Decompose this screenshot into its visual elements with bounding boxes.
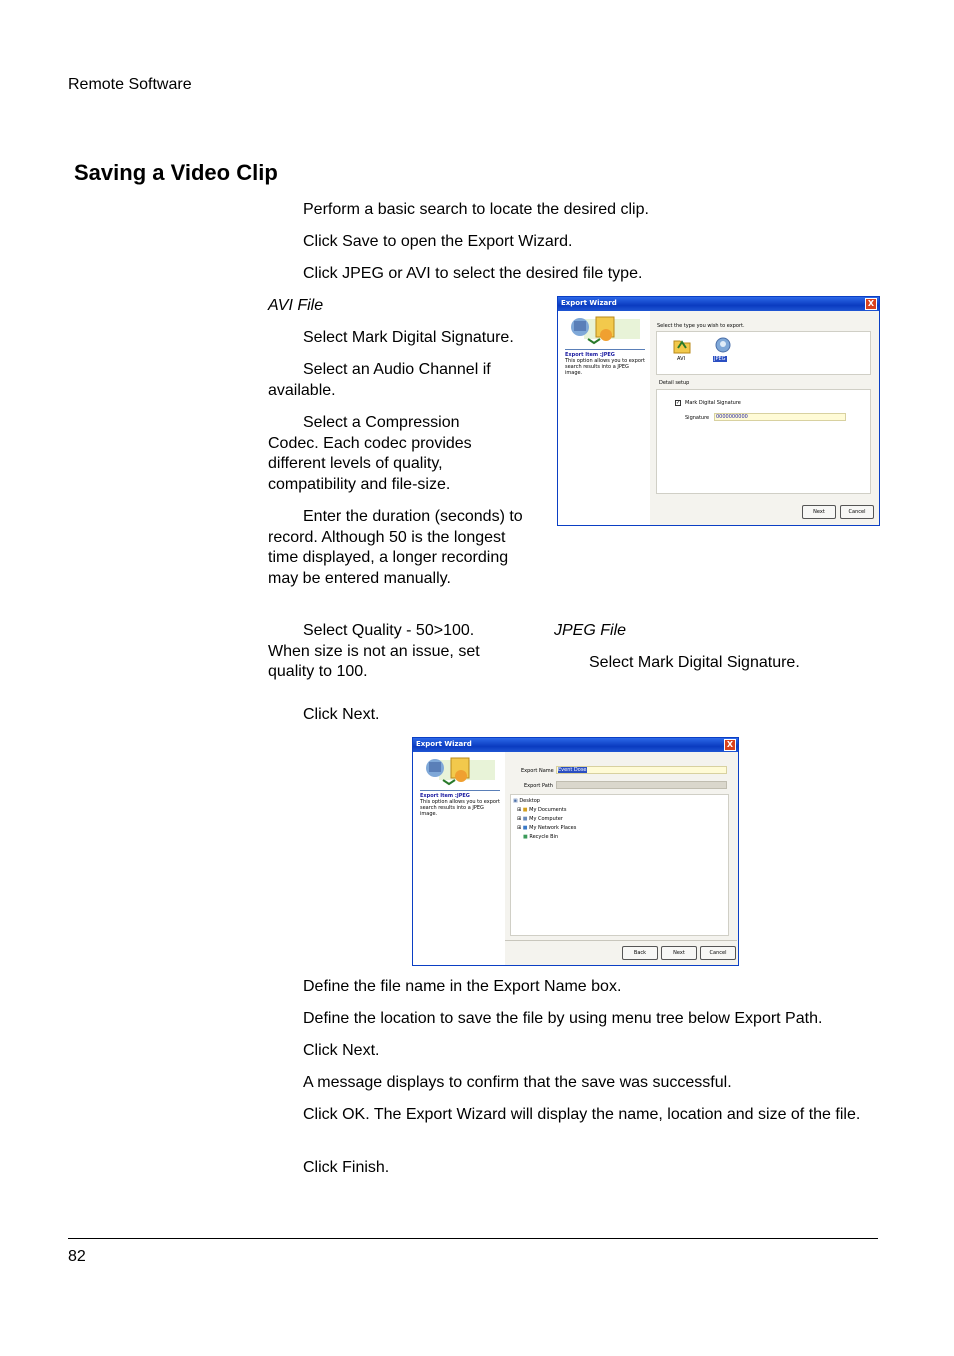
avi-heading: AVI File xyxy=(268,297,324,314)
jpeg-heading: JPEG File xyxy=(554,622,627,639)
tree-item-label: My Documents xyxy=(529,807,567,813)
expand-icon[interactable]: ⊞ xyxy=(517,807,522,813)
expand-icon[interactable]: ⊞ xyxy=(517,825,522,831)
network-icon: ■ xyxy=(522,825,528,831)
back-button[interactable]: Back xyxy=(622,946,658,960)
cancel-button[interactable]: Cancel xyxy=(840,505,874,519)
sidebar-description: This option allows you to export search results into a JPEG image. xyxy=(420,799,500,817)
sidebar-title: Export Item :JPEG xyxy=(420,793,470,799)
sidebar-description: This option allows you to export search results into a JPEG image. xyxy=(565,358,645,376)
export-wizard-dialog-path xyxy=(412,737,739,966)
close-button[interactable]: X xyxy=(724,739,736,751)
folder-icon: ■ xyxy=(522,807,528,813)
avi-step-duration: Enter the duration (seconds) to record. Although 50 is the longest time displayed, a longer recording may be entered manually. xyxy=(268,508,523,587)
step-select-type: Click JPEG or AVI to select the desired file type. xyxy=(303,265,643,282)
step-define-location: Define the location to save the file by using menu tree below Export Path. xyxy=(303,1010,823,1027)
footer-rule xyxy=(68,1238,878,1239)
tree-item-label: My Network Places xyxy=(529,825,577,831)
wizard-sidebar xyxy=(558,311,650,525)
step-search: Perform a basic search to locate the desired clip. xyxy=(303,201,649,218)
running-header: Remote Software xyxy=(68,76,192,93)
signature-checkbox[interactable]: ✓ xyxy=(676,400,681,406)
section-title: Saving a Video Clip xyxy=(74,160,278,185)
step-click-next-2: Click Next. xyxy=(303,1042,380,1059)
export-path-label: Export Path xyxy=(524,783,553,789)
step-define-name: Define the file name in the Export Name box. xyxy=(303,978,622,995)
signature-label: Signature xyxy=(685,415,710,421)
avi-step-signature: Select Mark Digital Signature. xyxy=(303,329,514,346)
tree-item-label: My Computer xyxy=(529,816,563,822)
jpeg-step-signature: Select Mark Digital Signature. xyxy=(589,654,800,671)
sidebar-text xyxy=(420,790,500,817)
detail-group xyxy=(656,389,871,494)
wizard-banner-icon xyxy=(421,754,501,788)
title-bar xyxy=(413,738,738,752)
wizard-banner-icon xyxy=(566,313,646,347)
avi-folder-icon[interactable] xyxy=(673,336,691,354)
step-click-save: Click Save to open the Export Wizard. xyxy=(303,233,573,250)
export-path-field[interactable] xyxy=(556,781,727,789)
export-name-value: Event Dose xyxy=(558,767,587,773)
expand-icon[interactable]: ⊞ xyxy=(517,816,522,822)
tree-item-label: Desktop xyxy=(519,798,540,804)
wizard-body xyxy=(505,752,738,965)
step-confirm-message: A message displays to confirm that the save was successful. xyxy=(303,1074,732,1091)
tree-item-label: Recycle Bin xyxy=(529,834,559,840)
avi-step-audio: Select an Audio Channel if available. xyxy=(268,361,491,399)
next-button[interactable]: Next xyxy=(661,946,697,960)
recycle-bin-icon: ■ xyxy=(523,834,528,840)
cancel-button[interactable]: Cancel xyxy=(700,946,736,960)
avi-option-label[interactable]: AVI xyxy=(677,356,685,362)
tree-item-network[interactable] xyxy=(517,825,576,831)
jpeg-image-icon[interactable] xyxy=(714,336,732,354)
page-number: 82 xyxy=(68,1248,86,1265)
close-button[interactable]: X xyxy=(865,298,877,310)
export-wizard-dialog-type xyxy=(557,296,880,526)
type-prompt: Select the type you wish to export. xyxy=(657,323,745,329)
detail-setup-label: Detail setup xyxy=(659,380,690,386)
button-separator xyxy=(505,940,737,941)
avi-step-codec: Select a Compression Codec. Each codec provides different levels of quality, compatibility and file-size. xyxy=(268,414,472,493)
step-click-finish: Click Finish. xyxy=(303,1159,390,1176)
avi-step-quality: Select Quality - 50>100. When size is not an issue, set quality to 100. xyxy=(268,622,480,680)
sidebar-title: Export Item :JPEG xyxy=(565,352,615,358)
wizard-sidebar xyxy=(413,752,505,965)
tree-item-desktop[interactable] xyxy=(513,798,540,804)
title-bar xyxy=(558,297,879,311)
tree-item-recycle[interactable] xyxy=(523,834,558,840)
export-name-label: Export Name xyxy=(521,768,554,774)
type-group xyxy=(656,331,871,375)
step-click-next: Click Next. xyxy=(303,706,380,723)
sidebar-text xyxy=(565,349,645,376)
wizard-body xyxy=(650,311,879,525)
tree-item-computer[interactable] xyxy=(517,816,563,822)
folder-tree[interactable] xyxy=(510,794,729,936)
dialog-title: Export Wizard xyxy=(561,299,617,307)
checkbox-label: Mark Digital Signature xyxy=(685,400,741,406)
dialog-title: Export Wizard xyxy=(416,740,472,748)
jpeg-option-label[interactable]: JPEG xyxy=(714,356,726,362)
export-name-field[interactable] xyxy=(556,766,727,774)
tree-item-documents[interactable] xyxy=(517,807,567,813)
step-click-ok: Click OK. The Export Wizard will display the name, location and size of the file. xyxy=(303,1106,861,1123)
computer-icon: ■ xyxy=(522,816,528,822)
signature-field[interactable]: 0000000000 xyxy=(714,413,846,421)
desktop-icon: ▣ xyxy=(513,798,518,804)
next-button[interactable]: Next xyxy=(802,505,836,519)
